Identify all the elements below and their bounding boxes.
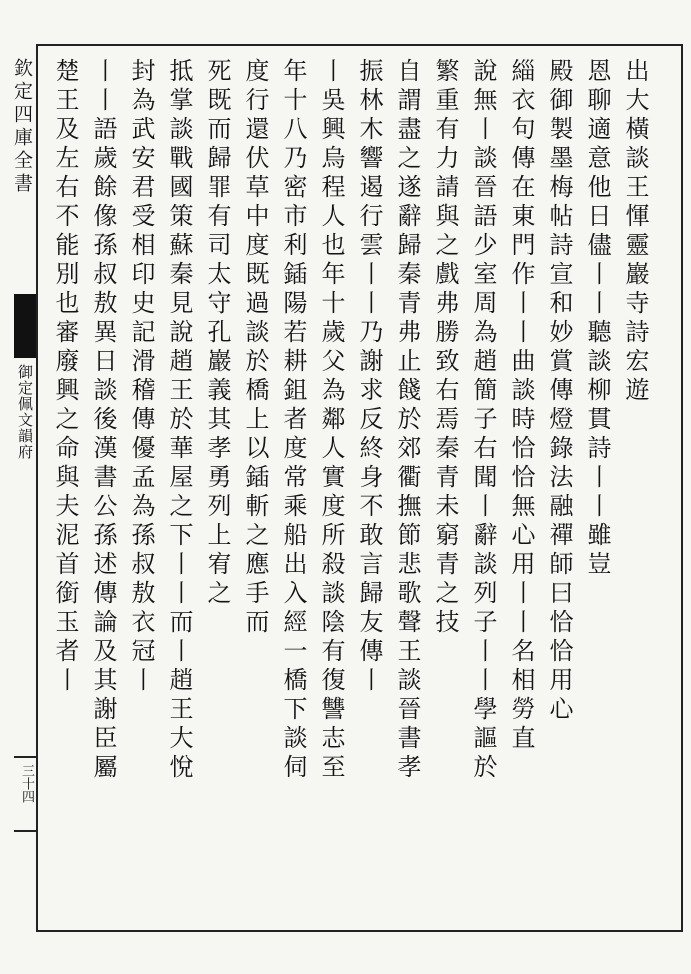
text-column-8: 振林木響遏行雲丨丨乃謝求反終身不敢言歸友傳丨 [355, 58, 383, 696]
text-column-15: 丨丨語歲餘像孫叔敖異日談後漢書公孫述傳論及其謝臣屬 [89, 58, 117, 783]
text-column-11: 度行還伏草中度既過談於橋上以鍤斬之應手而 [241, 58, 269, 638]
text-column-12: 死既而歸罪有司太守孔巖義其孝勇列上宥之 [203, 58, 231, 609]
top-border [36, 44, 683, 46]
text-column-14: 封為武安君受相印史記滑稽傳優孟為孫叔敖衣冠丨 [127, 58, 155, 696]
right-border [681, 44, 683, 932]
page-spine [11, 44, 36, 932]
text-column-1: 出大橫談王惲靈巖寺詩宏遊 [621, 58, 649, 406]
text-column-9: 丨吳興烏程人也年十歲父為鄰人實度所殺談陰有復讐志至 [317, 58, 345, 783]
text-column-5: 說無丨談晉語少室周為趙簡子右聞丨辭談列子丨丨學謳於 [469, 58, 497, 783]
bottom-border [36, 930, 683, 932]
text-column-2: 恩聊適意他日儘丨丨聽談柳貫詩丨丨雖豈 [583, 58, 611, 580]
spine-border [36, 44, 38, 932]
text-column-7: 自謂盡之遂辭歸秦青弗止餞於郊衢撫節悲歌聲王談晉書孝 [393, 58, 421, 783]
page-number: 三十四 [19, 764, 34, 803]
text-column-3: 殿御製墨梅帖詩宣和妙賞傳燈錄法融禪師曰恰恰用心 [545, 58, 573, 725]
text-column-4: 緇衣句傳在東門作丨丨曲談時恰恰無心用丨丨名相勞直 [507, 58, 535, 754]
fishtail-mark [14, 294, 36, 358]
text-column-10: 年十八乃密市利鍤陽若耕鉏者度常乘船出入經一橋下談伺 [279, 58, 307, 783]
text-column-13: 抵掌談戰國策蘇秦見說趙王於華屋之下丨丨而丨趙王大悅 [165, 58, 193, 783]
text-column-16: 楚王及左右不能別也審廢興之命與夫泥首銜玉者丨 [51, 58, 79, 696]
book-subtitle: 御定佩文韻府 [16, 364, 34, 460]
book-title: 欽定四庫全書 [11, 58, 33, 196]
text-column-6: 繁重有力請與之戲弗勝致右焉秦青未窮青之技 [431, 58, 459, 638]
